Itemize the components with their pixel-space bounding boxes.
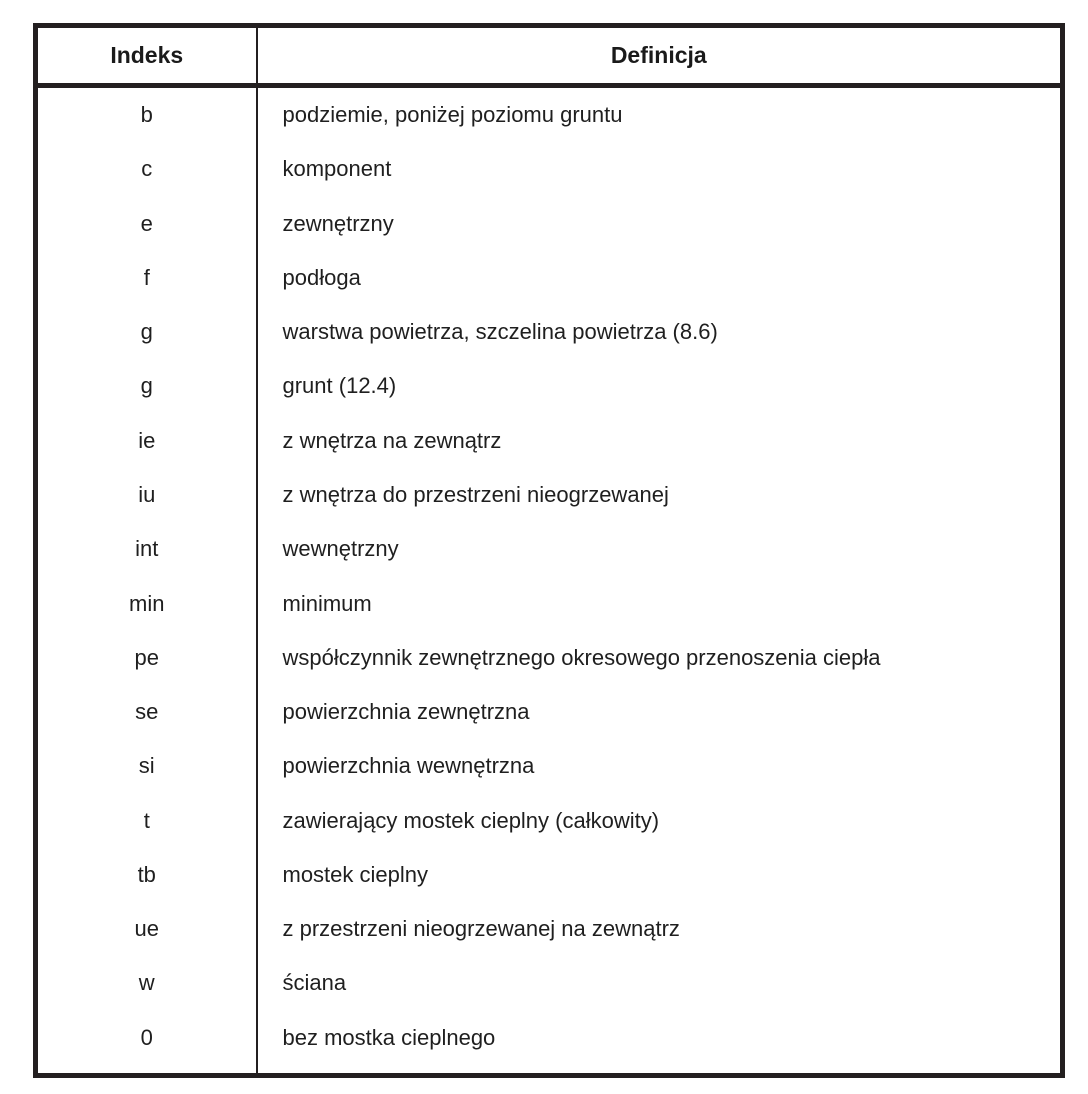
table-body (36, 86, 1063, 1076)
definition-cell: z wnętrza do przestrzeni nieogrzewanej (257, 468, 1063, 522)
index-cell: t (143, 807, 150, 833)
index-cell: w (138, 970, 155, 996)
table-row (36, 631, 1063, 685)
definition-cell: warstwa powietrza, szczelina powietrza (8.6) (257, 305, 1063, 359)
definition-cell: współczynnik zewnętrznego okresowego przenoszenia ciepła (257, 631, 1063, 685)
table-row (36, 793, 1063, 847)
definition-cell: z wnętrza na zewnątrz (257, 414, 1063, 468)
index-cell: f (143, 264, 150, 290)
index-cell: g (140, 319, 153, 345)
definition-cell: mostek cieplny (257, 848, 1063, 902)
table-row (36, 902, 1063, 956)
index-cell: c (141, 156, 153, 182)
table-row (36, 305, 1063, 359)
index-cell: se (135, 699, 159, 725)
index-cell: ie (138, 427, 156, 453)
definition-cell: komponent (257, 142, 1063, 196)
table-row (36, 956, 1063, 1010)
index-cell: ue (134, 916, 159, 942)
index-cell: 0 (140, 1024, 153, 1050)
index-cell: b (140, 102, 153, 128)
definition-cell: zawierający mostek cieplny (całkowity) (257, 793, 1063, 847)
table-row (36, 142, 1063, 196)
table-row (36, 739, 1063, 793)
table-row (36, 1011, 1063, 1076)
index-cell: e (140, 210, 153, 236)
index-cell: iu (138, 482, 156, 507)
index-cell: tb (137, 861, 156, 887)
index-cell: pe (134, 644, 159, 670)
table-row (36, 86, 1063, 143)
index-cell: g (140, 373, 153, 399)
index-cell: min (129, 590, 165, 616)
definition-cell: minimum (257, 576, 1063, 630)
definition-cell: powierzchnia zewnętrzna (257, 685, 1063, 739)
definition-cell: grunt (12.4) (257, 359, 1063, 413)
header-row (36, 26, 1063, 86)
definition-cell: bez mostka cieplnego (257, 1011, 1063, 1076)
column-header-definicja: Definicja (257, 26, 1063, 86)
table-row (36, 197, 1063, 251)
definition-cell: ściana (257, 956, 1063, 1010)
index-definitions-table (33, 23, 1065, 1078)
table-row (36, 576, 1063, 630)
definition-cell: wewnętrzny (257, 522, 1063, 576)
table-row (36, 685, 1063, 739)
definition-cell: powierzchnia wewnętrzna (257, 739, 1063, 793)
table-row (36, 414, 1063, 468)
definition-cell: z przestrzeni nieogrzewanej na zewnątrz (257, 902, 1063, 956)
column-header-indeks: Indeks (36, 26, 257, 86)
definition-cell: podziemie, poniżej poziomu gruntu (257, 86, 1063, 143)
definition-cell: zewnętrzny (257, 197, 1063, 251)
definition-cell: podłoga (257, 251, 1063, 305)
index-cell: si (138, 753, 155, 779)
table-row (36, 468, 1063, 522)
index-cell: int (135, 536, 159, 562)
table-row (36, 522, 1063, 576)
table-row (36, 359, 1063, 413)
table-row (36, 848, 1063, 902)
table-row (36, 251, 1063, 305)
